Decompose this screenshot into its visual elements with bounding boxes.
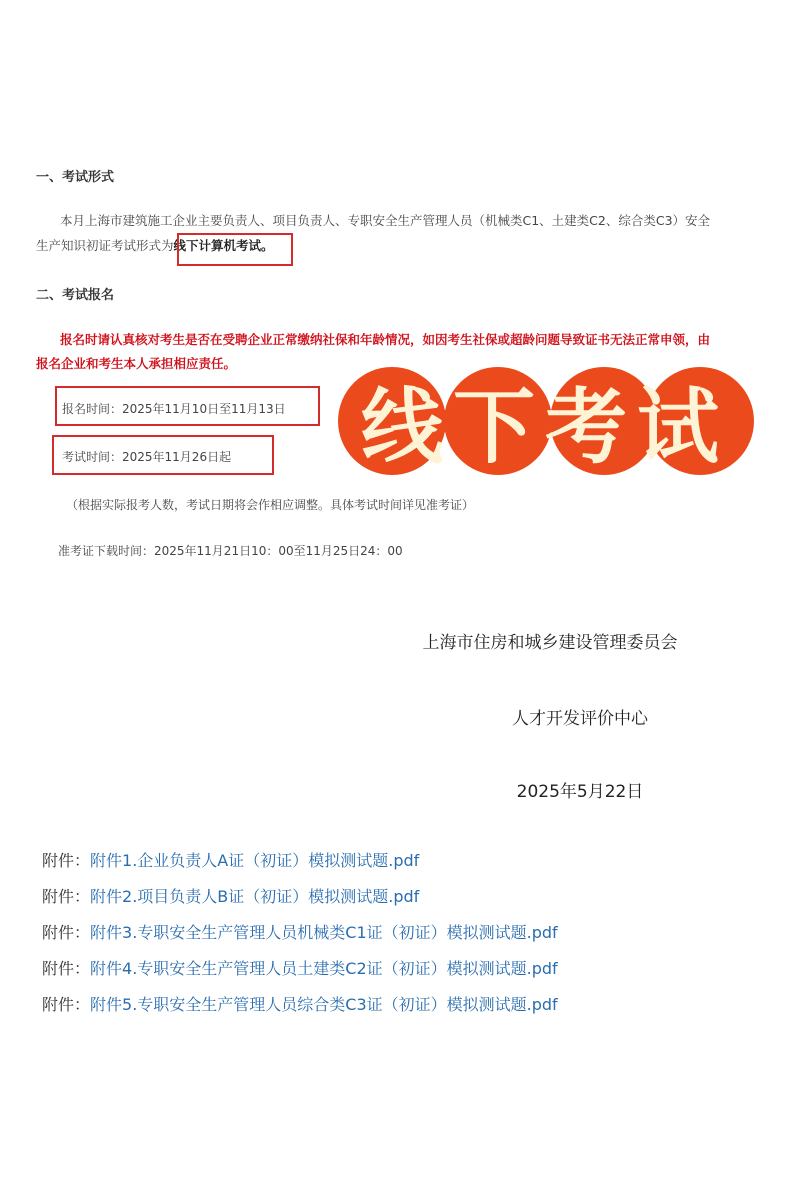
attachment-item (42, 843, 558, 879)
attachment-label: 附件： (42, 995, 91, 1014)
attachment-label: 附件： (42, 851, 91, 870)
section1-heading: 一、考试形式 (36, 170, 115, 185)
attachment-item (42, 951, 558, 987)
warning-line2: 报名企业和考生本人承担相应责任。 (36, 356, 237, 371)
section1-paragraph (36, 210, 766, 232)
attachment-link-3[interactable]: 附件3.专职安全生产管理人员机械类C1证（初证）模拟测试题.pdf (90, 923, 558, 942)
warning-line1: 报名时请认真核对考生是否在受聘企业正常缴纳社保和年龄情况，如因考生社保或超龄问题导致证书无法正常申领，由 (60, 332, 711, 347)
issuing-center: 人才开发评价中心 (512, 709, 648, 729)
register-time: 报名时间：2025年11月10日至11月13日 (62, 402, 286, 416)
attachment-item (42, 987, 558, 1023)
offline-exam-stamp (330, 345, 760, 495)
exam-format-highlight: 线下计算机考试。 (173, 238, 274, 253)
stamp-text: 线下考试 (360, 378, 729, 475)
attachment-item (42, 915, 558, 951)
exam-format-highlight-box (177, 233, 293, 266)
section1-paragraph-line1: 本月上海市建筑施工企业主要负责人、项目负责人、专职安全生产管理人员（机械类C1、土建类C2、综合类C3）安全 (60, 213, 711, 228)
section1-paragraph-pre: 生产知识初证考试形式为 (36, 238, 174, 253)
attachment-label: 附件： (42, 923, 91, 942)
attachment-label: 附件： (42, 887, 91, 906)
issue-date: 2025年5月22日 (516, 782, 644, 802)
attachment-link-5[interactable]: 附件5.专职安全生产管理人员综合类C3证（初证）模拟测试题.pdf (90, 995, 558, 1014)
exam-time: 考试时间：2025年11月26日起 (62, 450, 232, 464)
exam-date-note: （根据实际报考人数，考试日期将会作相应调整。具体考试时间详见准考证） (66, 498, 475, 512)
attachments-list (42, 843, 558, 1023)
attachment-link-4[interactable]: 附件4.专职安全生产管理人员土建类C2证（初证）模拟测试题.pdf (90, 959, 558, 978)
ticket-download-time: 准考证下载时间：2025年11月21日10：00至11月25日24：00 (58, 544, 403, 558)
attachment-item (42, 879, 558, 915)
attachment-link-2[interactable]: 附件2.项目负责人B证（初证）模拟测试题.pdf (90, 887, 420, 906)
issuing-org: 上海市住房和城乡建设管理委员会 (422, 633, 678, 653)
attachment-label: 附件： (42, 959, 91, 978)
section2-heading: 二、考试报名 (36, 288, 115, 303)
attachment-link-1[interactable]: 附件1.企业负责人A证（初证）模拟测试题.pdf (90, 851, 420, 870)
